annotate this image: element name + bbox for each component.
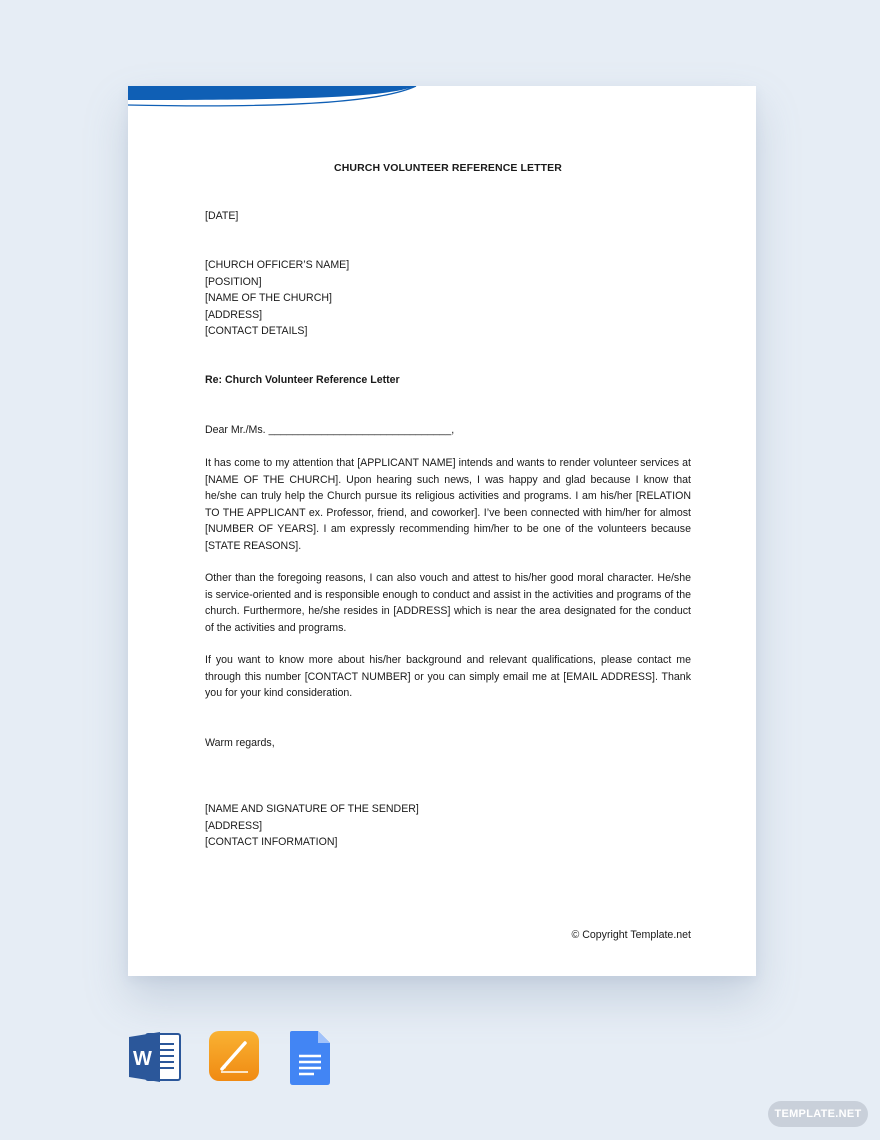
letter-title: CHURCH VOLUNTEER REFERENCE LETTER (334, 162, 562, 174)
svg-text:W: W (133, 1048, 152, 1070)
recipient-address: [ADDRESS] (205, 308, 263, 321)
letter-subject: Re: Church Volunteer Reference Letter (205, 374, 400, 386)
copyright-notice: © Copyright Template.net (571, 929, 691, 941)
recipient-contact: [CONTACT DETAILS] (205, 325, 308, 337)
paragraph-1: It has come to my attention that [APPLICANT NAME] intends and wants to render volunteer services at [NAME OF THE CHURCH]. Upon hearing such news, I was happy and glad because I know that he/she can truly help the Church pursue its religious activities and programs. I am his/her [RELATION TO THE APPLICANT ex. Professor, friend, and coworker]. I’ve been connected with him/her for almost [NUMBER OF YEARS]. I am expressly recommending him/her to be one of the volunteers because [STATE REASONS]. (205, 457, 691, 552)
word-icon[interactable] (128, 1030, 182, 1084)
recipient-block (205, 257, 691, 340)
recipient-name: [CHURCH OFFICER’S NAME] (205, 259, 350, 271)
signature-address: [ADDRESS] (205, 819, 263, 832)
header-swoosh (128, 86, 448, 116)
letter-closing: Warm regards, (205, 737, 275, 749)
pages-icon[interactable] (208, 1030, 260, 1082)
signature-block (205, 801, 691, 851)
google-docs-icon[interactable] (288, 1030, 332, 1086)
paragraph-2: Other than the foregoing reasons, I can also vouch and attest to his/her good moral character. He/she is service-oriented and is responsible enough to conduct and assist in the activities and programs of the church. Furthermore, he/she resides in [ADDRESS] which is near the area designated for the conduct of the activities and programs. (205, 572, 691, 634)
signature-name: [NAME AND SIGNATURE OF THE SENDER] (205, 803, 419, 815)
letter-page (128, 86, 756, 976)
letter-date: [DATE] (205, 210, 239, 222)
template-net-watermark: TEMPLATE.NET (768, 1101, 868, 1127)
recipient-position: [POSITION] (205, 275, 262, 288)
recipient-church: [NAME OF THE CHURCH] (205, 292, 332, 304)
paragraph-3: If you want to know more about his/her background and relevant qualifications, please contact me through this number [CONTACT NUMBER] or you can simply email me at [EMAIL ADDRESS]. Thank you for your kind consideration. (205, 654, 691, 699)
letter-salutation: Dear Mr./Ms. _______________________________, (205, 424, 455, 436)
signature-contact: [CONTACT INFORMATION] (205, 836, 338, 848)
